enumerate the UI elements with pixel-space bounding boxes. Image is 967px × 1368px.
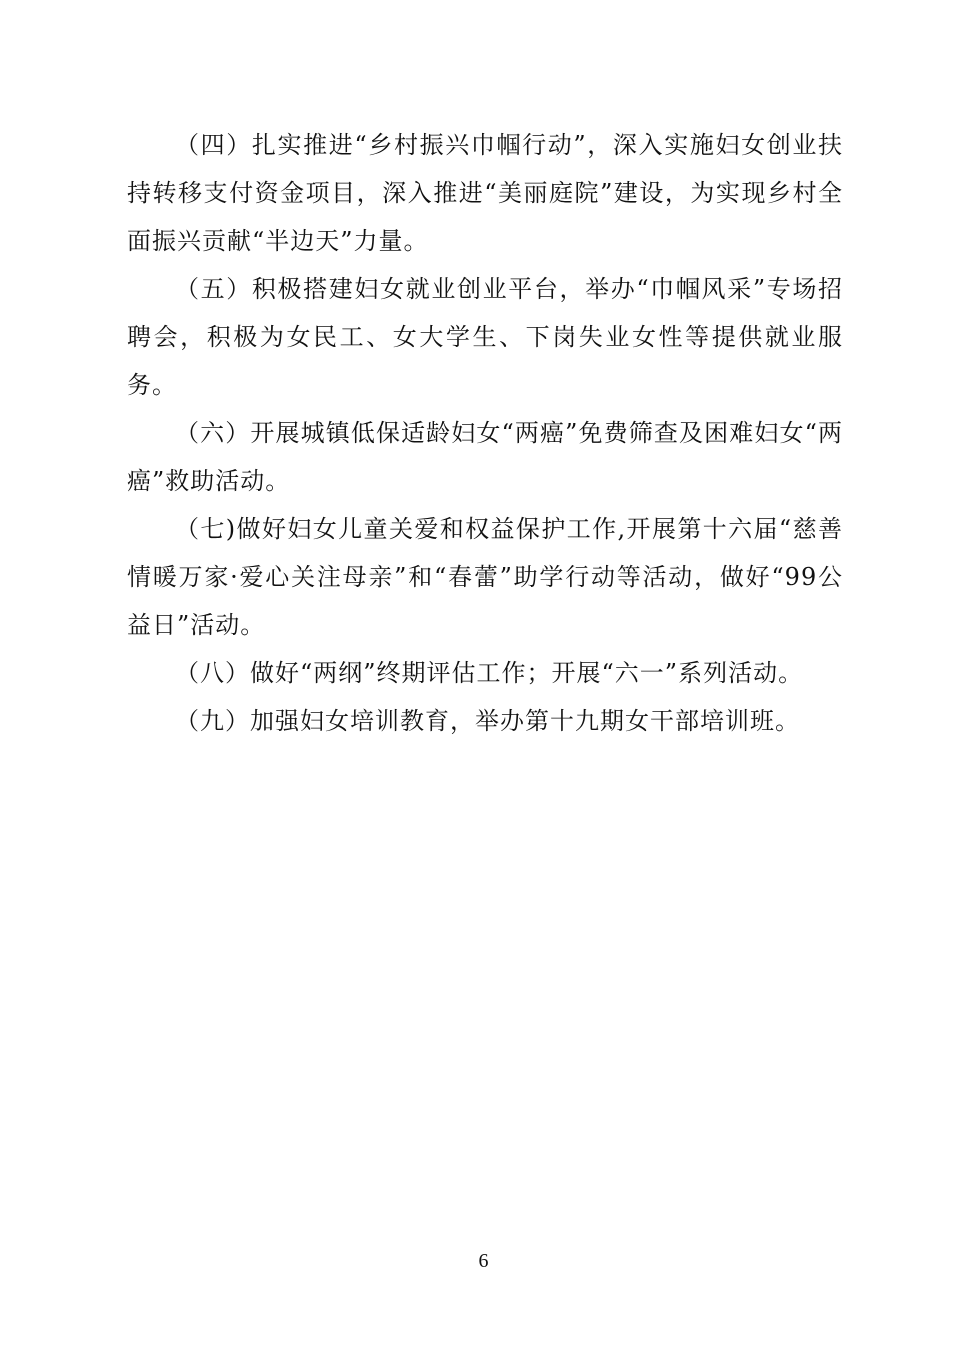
paragraph-8: （八）做好“两纲”终期评估工作；开展“六一”系列活动。 [175, 659, 804, 687]
page-number: 6 [478, 1250, 489, 1272]
paragraph-7: （七)做好妇女儿童关爱和权益保护工作,开展第十六届“慈善情暖万家·爱心关注母亲”和“春蕾”助学行动等活动，做好“99公益日”活动。 [127, 515, 843, 639]
paragraph-5: （五）积极搭建妇女就业创业平台，举办“巾帼风采”专场招聘会，积极为女民工、女大学生、下岗失业女性等提供就业服务。 [127, 275, 843, 399]
paragraph-4: （四）扎实推进“乡村振兴巾帼行动”，深入实施妇女创业扶持转移支付资金项目，深入推进“美丽庭院”建设，为实现乡村全面振兴贡献“半边天”力量。 [127, 131, 843, 255]
paragraph-6: （六）开展城镇低保适龄妇女“两癌”免费筛查及困难妇女“两癌”救助活动。 [127, 419, 843, 495]
paragraph-9: （九）加强妇女培训教育，举办第十九期女干部培训班。 [175, 707, 800, 735]
document-body [127, 121, 843, 745]
